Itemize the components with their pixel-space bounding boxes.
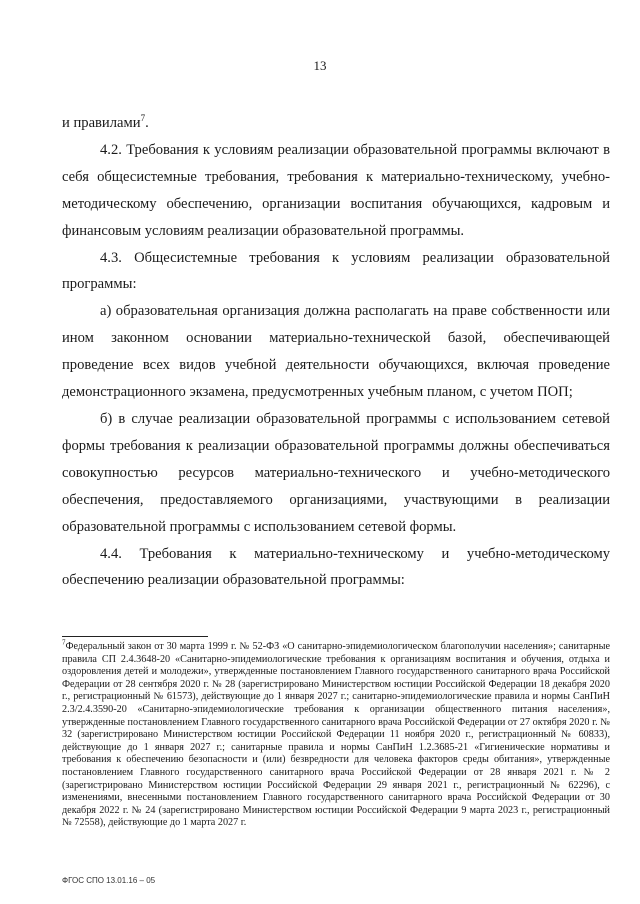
footnote-text: Федеральный закон от 30 марта 1999 г. № 52-ФЗ «О санитарно-эпидемиологическом благополучии населения»; санитарные правила СП 2.4.3648-20 «Санитарно-эпидемиологические требования к организациям воспитания и обучения, отдыха и оздоровления детей и молодежи», утвержденные постановлением Главного государственного санитарного врача Российской Федерации от 28 сентября 2020 г. № 28 (зарегистрировано Министерством юстиции Российской Федерации 18 декабря 2020 г., регистрационный № 61573), действующие до 1 января 2027 г.; санитарно-эпидемиологические правила и нормы СанПиН 2.3/2.4.3590-20 «Санитарно-эпидемиологические требования к организации общественного питания населения», утвержденные постановлением Главного государственного санитарного врача Российской Федерации от 27 октября 2020 г. № 32 (зарегистрировано Министерством юстиции Российской Федерации 11 ноября 2020 г., регистрационный № 60833), действующие до 1 января 2027 г.; санитарные правила и нормы СанПиН 1.2.3685-21 «Гигиенические нормативы и требования к обеспечению безопасности и (или) безвредности для человека факторов среды обитания», утвержденные постановлением Главного государственного санитарного врача Российской Федерации от 28 января 2021 г. № 2 (зарегистрировано Министерством юстиции Российской Федерации 29 января 2021 г., регистрационный № 62296), с изменениями, внесенными постановлением Главного государственного санитарного врача Российской Федерации от 30 декабря 2022 г. № 24 (зарегистрировано Министерством юстиции Российской Федерации 9 марта 2023 г., регистрационный № 72558), действующие до 1 марта 2027 г.: [62, 641, 610, 829]
paragraph-continuation: [62, 110, 610, 137]
paragraph-4-3-a: а) образовательная организация должна располагать на праве собственности или ином законном основании материально-технической базой, обеспечивающей проведение всех видов учебной деятельности обучающихся, включая проведение демонстрационного экзамена, предусмотренных учебным планом, с учетом ПОП;: [62, 303, 610, 401]
page-number: 13: [313, 58, 327, 73]
document-code-footer: ФГОС СПО 13.01.16 – 05: [62, 876, 156, 885]
footnote: [62, 638, 610, 830]
footnote-marker: 7: [62, 638, 66, 647]
footnote-divider: [62, 636, 208, 637]
paragraph-4-3: 4.3. Общесистемные требования к условиям реализации образовательной программы:: [62, 249, 610, 293]
paragraph-4-3-b: б) в случае реализации образовательной программы с использованием сетевой формы требования к реализации образовательной программы должны обеспечиваться совокупностью ресурсов материально-технического и учебно-методического обеспечения, предоставляемого организациями, участвующими в реализации образовательной программы с использованием сетевой формы.: [62, 410, 610, 535]
paragraph-4-2: 4.2. Требования к условиям реализации образовательной программы включают в себя общесистемные требования, требования к материально-техническому, учебно-методическому обеспечению, организации воспитания обучающихся, кадровым и финансовым условиям реализации образовательной программы.: [62, 141, 610, 239]
paragraph-text: и правилами: [62, 115, 141, 131]
paragraph-4-4: 4.4. Требования к материально-техническому и учебно-методическому обеспечению реализации образовательной программы:: [62, 545, 610, 589]
document-body: [62, 110, 610, 594]
footnote-reference: 7: [140, 113, 146, 124]
paragraph-end: .: [145, 115, 149, 131]
